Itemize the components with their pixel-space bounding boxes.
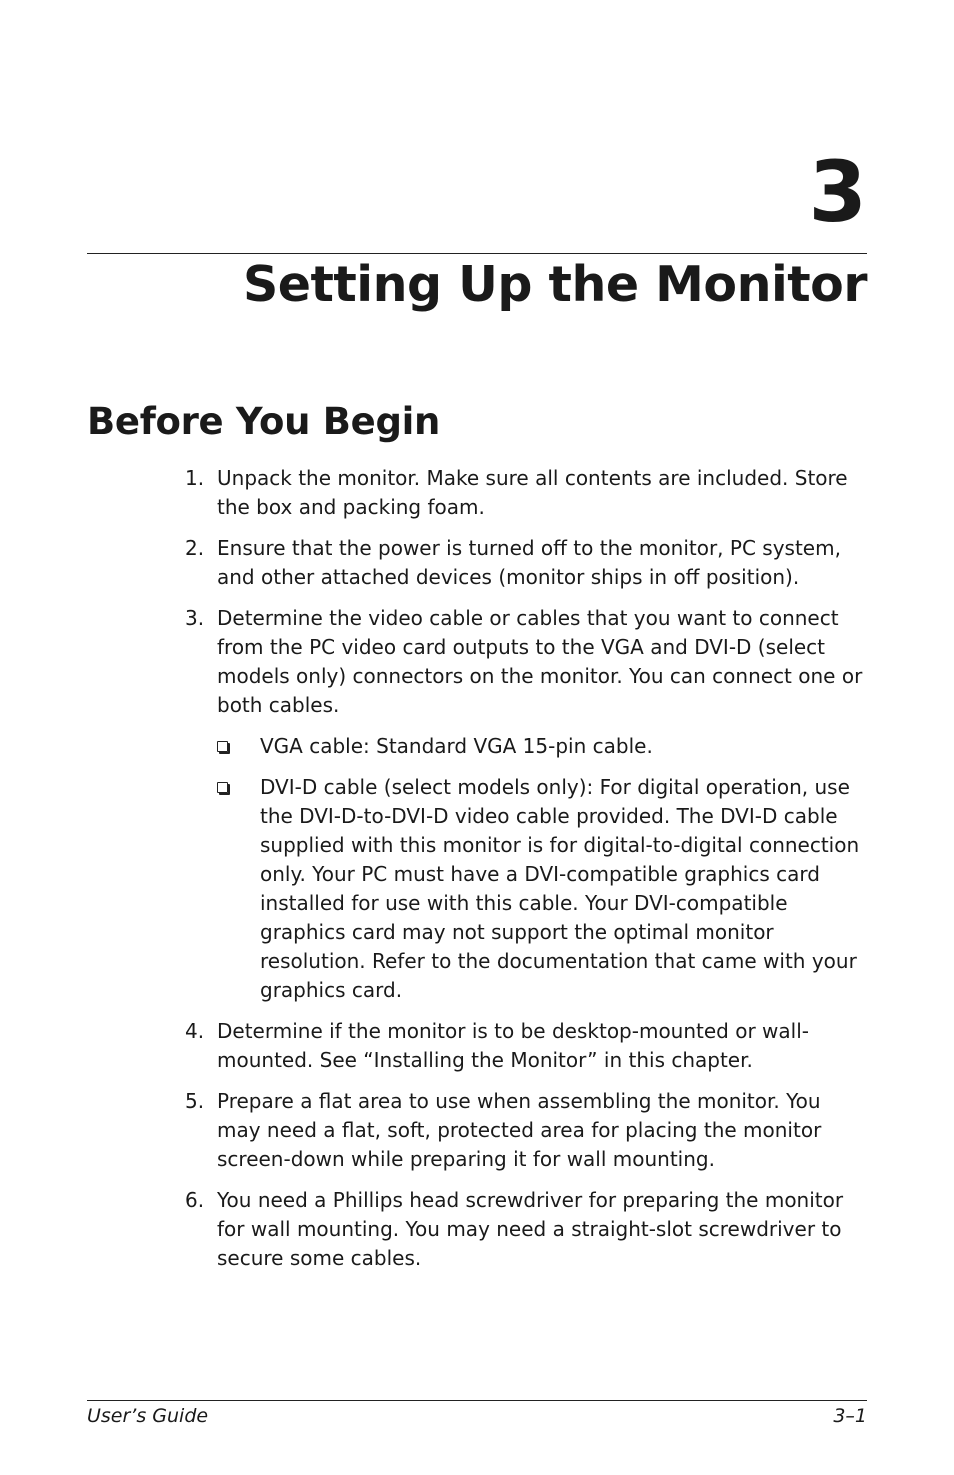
section-heading: Before You Begin [87, 400, 441, 443]
step-6 [185, 1186, 867, 1273]
chapter-rule [87, 253, 867, 254]
bullet-text: VGA cable: Standard VGA 15-pin cable. [260, 734, 653, 758]
step-number: 6. [185, 1188, 205, 1212]
footer-page-number: 3–1 [833, 1405, 867, 1427]
step-text: You need a Phillips head screwdriver for preparing the monitor for wall mounting. You may need a straight-slot screwdriver to secure some cables. [217, 1188, 844, 1270]
step-text: Unpack the monitor. Make sure all contents are included. Store the box and packing foam. [217, 466, 848, 519]
footer-document-title: User’s Guide [87, 1405, 209, 1427]
step-number: 2. [185, 536, 205, 560]
checkbox-bullet-icon [217, 782, 228, 793]
step-4 [185, 1017, 867, 1075]
step-number: 4. [185, 1019, 205, 1043]
step-1 [185, 464, 867, 522]
step-text: Determine if the monitor is to be desktop-mounted or wall-mounted. See “Installing the Monitor” in this chapter. [217, 1019, 809, 1072]
step-text: Determine the video cable or cables that you want to connect from the PC video card outputs to the VGA and DVI-D (select models only) connectors on the monitor. You can connect one or both cables. [217, 606, 863, 717]
step-number: 3. [185, 606, 205, 630]
cable-options-list [217, 732, 867, 1005]
steps-list [185, 464, 867, 1285]
bullet-item [217, 732, 867, 761]
step-number: 5. [185, 1089, 205, 1113]
step-text: Ensure that the power is turned off to the monitor, PC system, and other attached devices (monitor ships in off position). [217, 536, 841, 589]
step-5 [185, 1087, 867, 1174]
step-2 [185, 534, 867, 592]
bullet-item [217, 773, 867, 1005]
footer-rule [87, 1400, 867, 1401]
checkbox-bullet-icon [217, 741, 228, 752]
bullet-text: DVI-D cable (select models only): For digital operation, use the DVI-D-to-DVI-D video cable provided. The DVI-D cable supplied with this monitor is for digital-to-digital connection only. Your PC must have a DVI-compatible graphics card installed for use with this cable. Your DVI-compatible graphics card may not support the optimal monitor resolution. Refer to the documentation that came with your graphics card. [260, 775, 860, 1002]
step-text: Prepare a flat area to use when assembling the monitor. You may need a flat, soft, protected area for placing the monitor screen-down while preparing it for wall mounting. [217, 1089, 822, 1171]
step-number: 1. [185, 466, 205, 490]
chapter-number: 3 [808, 143, 866, 241]
chapter-title: Setting Up the Monitor [242, 256, 867, 313]
step-3 [185, 604, 867, 1005]
